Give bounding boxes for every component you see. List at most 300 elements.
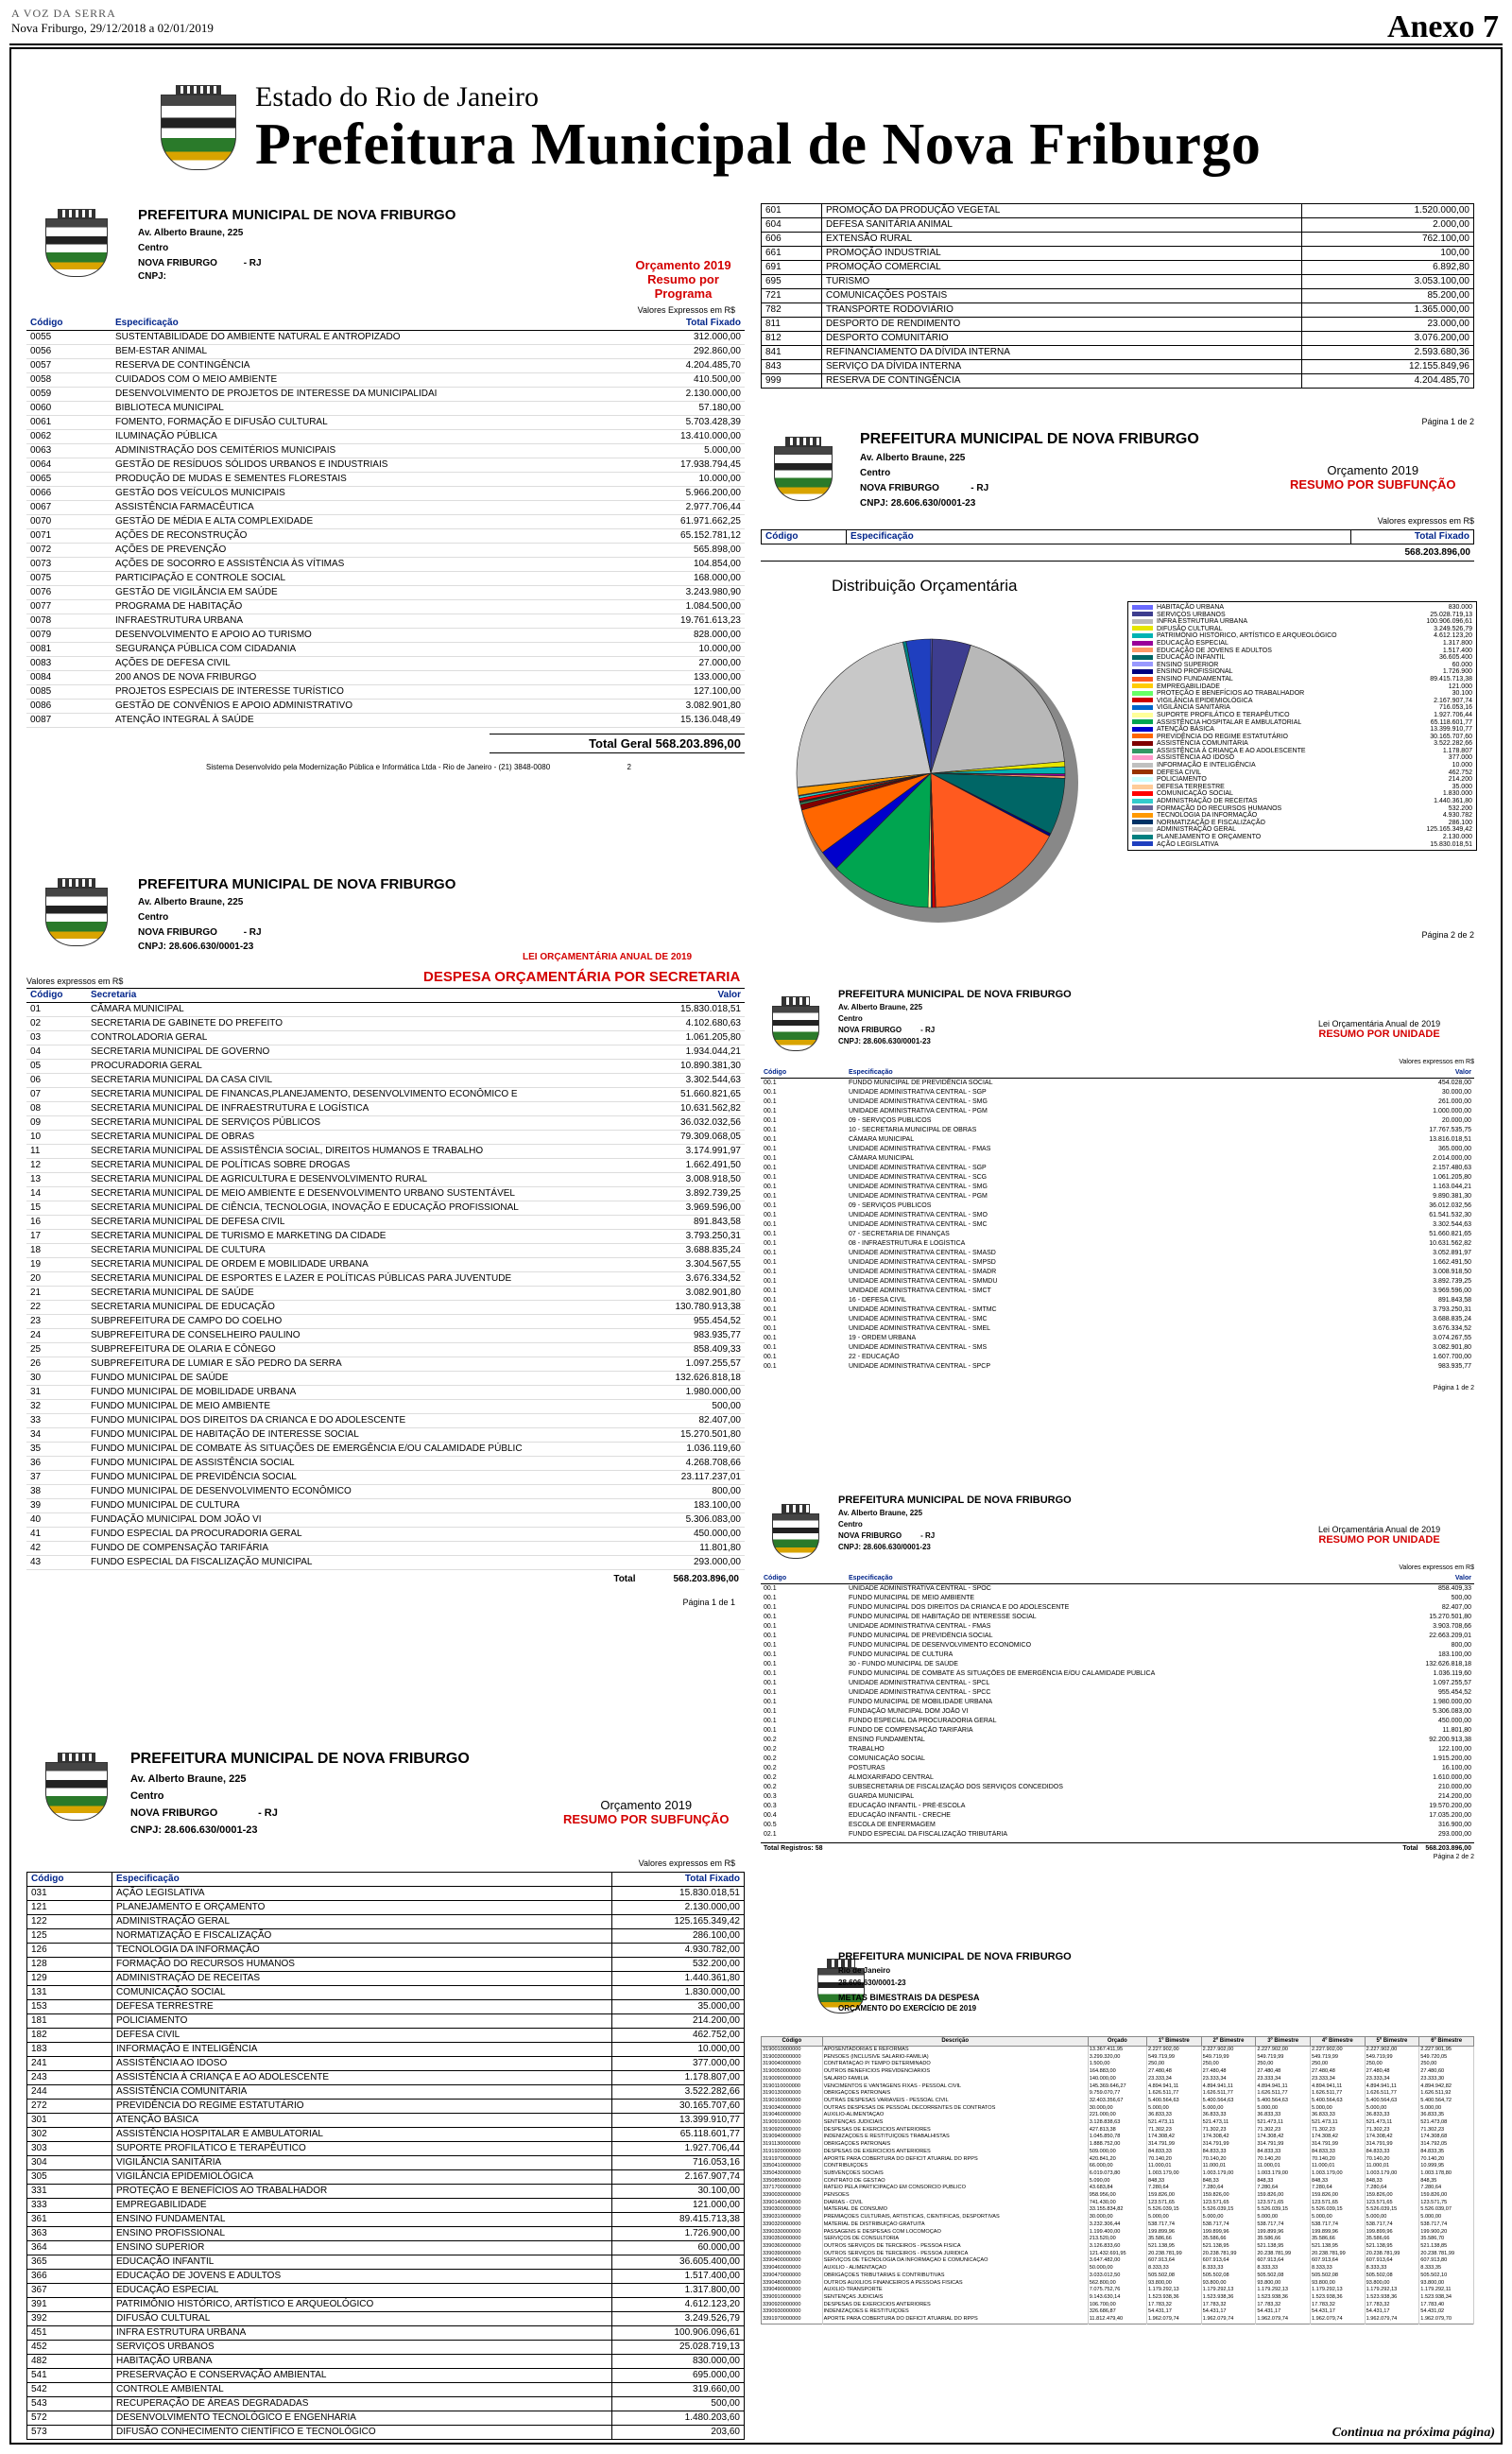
org-district: Centro [138,243,169,253]
cell-text: 16 - DEFESA CIVIL [849,1297,907,1304]
cell-text: 7.280,64 [1365,2185,1419,2192]
crest-icon [45,209,108,277]
cell-text: 1.626.511,77 [1147,2090,1202,2098]
org-district: Centro [838,1520,863,1529]
cell-code: 39 [26,1499,87,1513]
cell-code: 00.1 [764,1633,777,1639]
banner-state: Estado do Rio de Janeiro [255,81,539,112]
org-city: NOVA FRIBURGO [838,1531,902,1540]
cell-value: 65.118.601,77 [612,2128,745,2142]
cell-text: COMUNICAÇÕES POSTAIS [822,289,1302,303]
table-row [26,1357,745,1372]
cell-text: FUNDO MUNICIPAL DE MOBILIDADE URBANA [87,1386,631,1400]
cell-code: 366 [27,2270,112,2284]
org-city: NOVA FRIBURGO [138,258,217,268]
table-row [762,2068,1474,2076]
org-city: NOVA FRIBURGO [138,927,217,938]
cell-value: 130.780.913,38 [631,1301,745,1315]
legend-item [1132,834,1472,841]
cell-text: FUNDO MUNICIPAL DE COMBATE ÀS SITUAÇÕES DE EMERGÊNCIA E/OU CALAMIDADE PÚBLIC [87,1443,631,1457]
cell-code: 18 [26,1244,87,1258]
subfuncao-cont [761,203,1474,426]
legend-swatch [1132,612,1153,616]
table-row [761,1622,1474,1632]
table-row [27,2227,745,2241]
cell-text: DESPORTO DE RENDIMENTO [822,318,1302,332]
cell-text: 27.480,60 [1419,2068,1474,2076]
cell-code: 00.1 [764,1642,777,1649]
table-row [762,275,1474,289]
cell-code: 26 [26,1357,87,1372]
cell-code: 00.1 [764,1680,777,1686]
cell-text: 521.473,11 [1256,2119,1311,2127]
cell-text: CONTROLE AMBIENTAL [112,2383,612,2397]
cell-text: EDUCAÇÃO INFANTIL [112,2255,612,2270]
cell-code: 00.2 [764,1765,777,1771]
cell-text: PROMOÇÃO COMERCIAL [822,261,1302,275]
cell-text: 54.431,02 [1419,2308,1474,2316]
legend-value: 36.605.400 [1438,654,1472,662]
cell-text: 1.626.511,77 [1201,2090,1256,2098]
table-row [26,501,745,515]
cell-value: 13.410.000,00 [612,430,745,444]
table-row [762,318,1474,332]
pie-legend [1127,601,1477,851]
cell-value: 22.663.209,01 [1429,1633,1471,1639]
cell-value: 3.302.544,63 [1433,1221,1471,1228]
table-row [761,1201,1474,1211]
cell-text: DESENVOLVIMENTO TECNOLÓGICO E ENGENHARIA [112,2411,612,2426]
cell-text: 2.227.902,00 [1310,2047,1365,2054]
cell-code: 32 [26,1400,87,1414]
cell-code: 01 [26,1003,87,1017]
programa-rows [26,331,745,728]
cell-code: 00.1 [764,1335,777,1341]
cell-text: 140.000,00 [1088,2076,1146,2083]
crest-icon [45,1753,108,1821]
table-row [26,1258,745,1272]
masthead-rule [9,43,1503,45]
cell-text: 123.571,65 [1147,2200,1202,2207]
cell-text: 958.956,00 [1088,2192,1146,2200]
legend-item [1132,776,1472,784]
cell-text: 5.000,00 [1365,2105,1419,2113]
cell-value: 5.703.428,39 [612,416,745,430]
cell-text: 1.626.511,77 [1310,2090,1365,2098]
cell-code: 0057 [26,359,112,373]
cell-code: 3350410000000 [762,2163,823,2170]
cell-code: 00.1 [764,1363,777,1370]
cell-text: ADMINISTRAÇÃO DE RECEITAS [112,1972,612,1986]
cell-text: BEM-ESTAR ANIMAL [112,345,612,359]
crest-icon [774,437,833,501]
table-row [26,416,745,430]
report-subtitle: Resumo por Programa [647,272,719,301]
cell-value: 319.660,00 [612,2383,745,2397]
table-row [761,1079,1474,1089]
cell-code: 3371700000000 [762,2185,823,2192]
cell-text: UNIDADE ADMINISTRATIVA CENTRAL - FMAS [849,1146,991,1152]
table-row [762,204,1474,218]
cell-text: 5.400.564,63 [1310,2098,1365,2105]
cell-code: 482 [27,2355,112,2369]
secretaria-table [26,988,745,1570]
cell-text: 20.238.781,99 [1419,2251,1474,2258]
cell-code: 601 [762,204,822,218]
cell-value: 214.200,00 [1437,1793,1471,1800]
cell-code: 35 [26,1443,87,1457]
values-note: Valores expressos em R$ [638,1858,735,1868]
cell-value: 132.626.818,18 [631,1372,745,1386]
cell-code: 0061 [26,416,112,430]
table-row [761,1603,1474,1613]
cell-text: OUTROS SERVIÇOS DE TERCEIROS - PESSOA FÍSICA [822,2243,1088,2251]
cell-value: 1.610.000,00 [1433,1774,1471,1781]
legend-swatch [1132,799,1153,804]
table-row [27,2043,745,2057]
table-row [761,1726,1474,1736]
cell-text: 4.894.941,11 [1201,2083,1256,2091]
cell-value: 30.000,00 [1441,1089,1471,1096]
col-code: Código [26,317,112,331]
cell-value: 3.688.835,24 [1433,1316,1471,1322]
cell-code: 125 [27,1929,112,1944]
cell-text: VIGILÂNCIA EPIDEMIOLÓGICA [112,2170,612,2185]
cell-text: 200 ANOS DE NOVA FRIBURGO [112,671,612,685]
legend-value: 100.906.096,61 [1426,618,1472,626]
cell-text: 848,35 [1419,2178,1474,2186]
table-row [27,2270,745,2284]
table-row [762,2141,1474,2149]
cell-text: DESPESAS DE EXERCÍCIOS ANTERIORES [822,2127,1088,2134]
cell-text: DEFESA CIVIL [112,2029,612,2043]
table-row [26,529,745,544]
cell-text: 84.833,33 [1201,2149,1256,2156]
cell-value: 1.607.700,00 [1433,1354,1471,1360]
cell-text: 521.138,95 [1201,2243,1256,2251]
cell-text: PASSAGENS E DESPESAS COM LOCOMOÇÃO [822,2229,1088,2237]
cell-value: 2.130.000,00 [612,388,745,402]
org-city: NOVA FRIBURGO [130,1807,218,1819]
org-address: Av. Alberto Braune, 225 [860,453,966,463]
org-name: PREFEITURA MUNICIPAL DE NOVA FRIBURGO [130,1751,470,1767]
table-row [26,1386,745,1400]
legend-swatch [1132,655,1153,660]
cell-value: 1.480.203,60 [612,2411,745,2426]
cell-value: 10.000,00 [612,473,745,487]
table-row [26,1457,745,1471]
cell-text: 1.003.179,00 [1147,2170,1202,2178]
cell-value: 1.061.205,80 [631,1031,745,1046]
cell-text: GUARDA MUNICIPAL [849,1793,915,1800]
cell-text: 4.894.942,82 [1419,2083,1474,2091]
subfuncao-total: 568.203.896,00 [761,544,1474,562]
cell-value: 500,00 [631,1400,745,1414]
cell-code: 691 [762,261,822,275]
cell-code: 00.1 [764,1165,777,1171]
total-label: Total [1402,1845,1418,1852]
cell-text: 36.833,35 [1419,2112,1474,2119]
cell-value: 15.270.501,80 [1429,1614,1471,1620]
cell-value: 79.309.068,05 [631,1131,745,1145]
table-row [761,1688,1474,1698]
legend-value: 60.000 [1452,661,1472,668]
legend-item [1132,704,1472,712]
cell-text: 27.480,48 [1256,2068,1311,2076]
cell-value: 3.522.282,66 [612,2085,745,2100]
cell-code: 04 [26,1046,87,1060]
table-row [26,629,745,643]
cell-text: 4.894.941,11 [1256,2083,1311,2091]
cell-value: 30.100,00 [612,2185,745,2199]
table-row [26,572,745,586]
table-row [762,2221,1474,2229]
cell-code: 302 [27,2128,112,2142]
legend-item [1132,726,1472,734]
cell-text: 93.800,00 [1201,2280,1256,2288]
table-row [762,2214,1474,2221]
cell-text: CONTRATAÇÃO P/ TEMPO DETERMINADO [822,2061,1088,2068]
cell-value: 15.830.018,51 [631,1003,745,1017]
cell-code: 3390930000000 [762,2308,823,2316]
cell-text: FUNDO MUNICIPAL DE MOBILIDADE URBANA [849,1699,993,1705]
cell-code: 0085 [26,685,112,700]
cell-text: 20.238.781,99 [1365,2251,1419,2258]
table-row [761,1736,1474,1745]
legend-item [1132,790,1472,798]
cell-text: 1.003.178,80 [1419,2170,1474,2178]
cell-code: 0055 [26,331,112,345]
metas-col-header: Descrição [822,2037,1088,2047]
cell-value: 955.454,52 [631,1315,745,1329]
table-row [761,1754,1474,1764]
cell-code: 3390310000000 [762,2214,823,2221]
cell-text: UNIDADE ADMINISTRATIVA CENTRAL - SMG [849,1098,988,1105]
table-row [27,2312,745,2326]
cell-text: 66.000,00 [1088,2163,1146,2170]
table-row [762,332,1474,346]
table-row [761,1230,1474,1239]
unidade-table-2 [761,1574,1474,1840]
cell-text: TURISMO [822,275,1302,289]
cell-value: 292.860,00 [612,345,745,359]
cell-text: HABITAÇÃO URBANA [112,2355,612,2369]
cell-text: UNIDADE ADMINISTRATIVA CENTRAL - FMAS [849,1623,991,1630]
cell-code: 244 [27,2085,112,2100]
cell-code: 00.1 [764,1727,777,1734]
table-row [762,2229,1474,2237]
cell-text: 23.333,34 [1147,2076,1202,2083]
table-row [27,2255,745,2270]
table-row [761,1183,1474,1192]
legend-swatch [1132,698,1153,702]
cell-text: UNIDADE ADMINISTRATIVA CENTRAL - SMG [849,1184,988,1190]
cell-code: 3190920000000 [762,2127,823,2134]
table-row [762,2316,1474,2324]
cell-text: 607.913,80 [1419,2257,1474,2265]
cell-code: 00.1 [764,1325,777,1332]
legend-label: ATENÇÃO BÁSICA [1157,726,1214,734]
cell-text: 54.431,17 [1147,2308,1202,2316]
subfuncao-cont-rows [762,204,1474,389]
legend-value: 13.399.910,77 [1430,726,1472,734]
cell-code: 00.1 [764,1089,777,1096]
metas-col-header: 2º Bimestre [1201,2037,1256,2047]
org-address: Av. Alberto Braune, 225 [838,1509,923,1517]
table-row [761,1669,1474,1679]
cell-code: 23 [26,1315,87,1329]
cell-text: INDENIZAÇÕES E RESTITUIÇÕES TRABALHISTAS [822,2134,1088,2141]
cell-text: 164.883,00 [1088,2068,1146,2076]
cell-code: 3390910000000 [762,2294,823,2302]
cell-value: 92.200.913,38 [1429,1737,1471,1743]
table-row [761,1277,1474,1287]
cell-value: 1.317.800,00 [612,2284,745,2298]
cell-text: 1.962.079,74 [1365,2316,1419,2324]
legend-value: 89.415.713,38 [1430,675,1472,683]
cell-text: EMPREGABILIDADE [112,2199,612,2213]
table-row [762,233,1474,247]
secretaria-report [26,865,745,1607]
cell-text: FUNDO MUNICIPAL DE CULTURA [87,1499,631,1513]
cell-text: FORMAÇÃO DO RECURSOS HUMANOS [112,1958,612,1972]
cell-code: 00.1 [764,1354,777,1360]
table-row [761,1097,1474,1107]
table-row [762,2061,1474,2068]
legend-swatch [1132,691,1153,696]
cell-value: 3.174.991,97 [631,1145,745,1159]
cell-value: 762.100,00 [1302,233,1474,247]
cell-code: 367 [27,2284,112,2298]
cell-text: BIBLIOTECA MUNICIPAL [112,402,612,416]
cell-code: 695 [762,275,822,289]
cell-code: 00.1 [764,1661,777,1668]
cell-code: 12 [26,1159,87,1173]
table-row [26,657,745,671]
legend-label: DEFESA CIVIL [1157,769,1202,776]
cell-text: 549.719,99 [1256,2054,1311,2062]
org-name: PREFEITURA MUNICIPAL DE NOVA FRIBURGO [138,876,456,892]
table-row [762,2105,1474,2113]
table-row [26,359,745,373]
cell-text: 505.502,08 [1310,2273,1365,2280]
cell-text: CÂMARA MUNICIPAL [849,1155,915,1162]
table-row [26,586,745,600]
cell-text: ALMOXARIFADO CENTRAL [849,1774,934,1781]
cell-value: 11.801,80 [631,1542,745,1556]
table-row [761,1584,1474,1595]
cell-value: 2.130.000,00 [612,1901,745,1915]
cell-text: 70.140,20 [1365,2156,1419,2164]
cell-value: 60.000,00 [612,2241,745,2255]
table-row [761,1802,1474,1811]
cell-code: 3390350000000 [762,2236,823,2243]
cell-text: GESTÃO DE RESÍDUOS SÓLIDOS URBANOS E INDUSTRIAIS [112,458,612,473]
cell-code: 11 [26,1145,87,1159]
cell-value: 15.270.501,80 [631,1428,745,1443]
legend-value: 10.000 [1452,762,1472,769]
cell-text: PREMIAÇÕES CULTURAIS, ARTÍSTICAS, CIENTÍFICAS, DESPORTIVAS [822,2214,1088,2221]
table-row [27,2199,745,2213]
metas-report [761,1947,1474,2324]
org-state: Rio de Janeiro [838,1966,891,1975]
cell-text: UNIDADE ADMINISTRATIVA CENTRAL - SMASD [849,1250,996,1256]
cell-text: SUBPREFEITURA DE CAMPO DO COELHO [87,1315,631,1329]
cell-text: 5.000,00 [1256,2105,1311,2113]
col-total: Total Fixado [1351,530,1474,544]
cell-value: 1.830.000,00 [612,1986,745,2000]
cell-text: 32.403.356,67 [1088,2098,1146,2105]
cell-text: SUBPREFEITURA DE OLARIA E CÔNEGO [87,1343,631,1357]
cell-text: 7.075.752,76 [1088,2287,1146,2294]
cell-code: 3390390000000 [762,2251,823,2258]
table-row [761,1268,1474,1277]
cell-code: 00.2 [764,1746,777,1753]
cell-text: 3.299.320,00 [1088,2054,1146,2062]
metas-table [761,2036,1474,2324]
unidade-table-1 [761,1068,1474,1372]
cell-text: 8.333,33 [1147,2265,1202,2273]
table-row [761,1334,1474,1343]
cell-text: AÇÕES DE PREVENÇÃO [112,544,612,558]
legend-value: 1.830.000 [1442,790,1472,798]
cell-text: 5.000,00 [1147,2214,1202,2221]
cell-text: 123.571,75 [1419,2200,1474,2207]
cell-text: FUNDO MUNICIPAL DOS DIREITOS DA CRIANCA E DO ADOLESCENTE [87,1414,631,1428]
cell-value: 454.028,00 [1437,1080,1471,1086]
cell-text: ATENÇÃO BÁSICA [112,2114,612,2128]
cell-text: UNIDADE ADMINISTRATIVA CENTRAL - SMEL [849,1325,991,1332]
cell-code: 00.1 [764,1174,777,1181]
cell-value: 100.906.096,61 [612,2326,745,2341]
cell-code: 00.1 [764,1278,777,1285]
cell-code: 305 [27,2170,112,2185]
cell-value: 858.409,33 [631,1343,745,1357]
cell-text: ASSISTÊNCIA COMUNITÁRIA [112,2085,612,2100]
cell-text: SECRETARIA MUNICIPAL DE CIÊNCIA, TECNOLOGIA, INOVAÇÃO E EDUCAÇÃO PROFISSIONAL [87,1201,631,1216]
cell-code: 34 [26,1428,87,1443]
cell-text: 54.431,17 [1365,2308,1419,2316]
cell-code: 0071 [26,529,112,544]
cell-code: 391 [27,2298,112,2312]
table-row [26,558,745,572]
legend-label: ADMINISTRAÇÃO DE RECEITAS [1157,798,1258,805]
col-spec: Especificação [846,1574,1370,1584]
cell-value: 2.000,00 [1302,218,1474,233]
cell-text: FOMENTO, FORMAÇÃO E DIFUSÃO CULTURAL [112,416,612,430]
cell-code: 07 [26,1088,87,1102]
cell-code: 00.1 [764,1287,777,1294]
cell-value: 17.938.794,45 [612,458,745,473]
cell-value: 168.000,00 [612,572,745,586]
cell-text: RATEIO PELA PARTICIPAÇÃO EM CONSÓRCIO PÚBLICO [822,2185,1088,2192]
legend-item [1132,690,1472,698]
cell-text: ENSINO FUNDAMENTAL [112,2213,612,2227]
org-cnpj-label: CNPJ: [138,271,167,282]
cell-text: SECRETARIA MUNICIPAL DE AGRICULTURA E DESENVOLVIMENTO RURAL [87,1173,631,1187]
cell-text: 11.812.479,40 [1088,2316,1146,2324]
cell-text: 11.000,01 [1147,2163,1202,2170]
cell-text: 3.647.482,00 [1088,2257,1146,2265]
cell-value: 1.726.900,00 [612,2227,745,2241]
cell-text: ASSISTÊNCIA FARMACÊUTICA [112,501,612,515]
legend-label: NORMATIZAÇÃO E FISCALIZAÇÃO [1157,819,1265,826]
cell-text: 199.899,96 [1256,2229,1311,2237]
cell-text: FUNDO MUNICIPAL DE PREVIDÊNCIA SOCIAL [849,1633,993,1639]
cell-value: 3.676.334,52 [631,1272,745,1287]
cell-text: GESTÃO DE CONVÊNIOS E APOIO ADMINISTRATIVO [112,700,612,714]
cell-code: 00.1 [764,1718,777,1724]
